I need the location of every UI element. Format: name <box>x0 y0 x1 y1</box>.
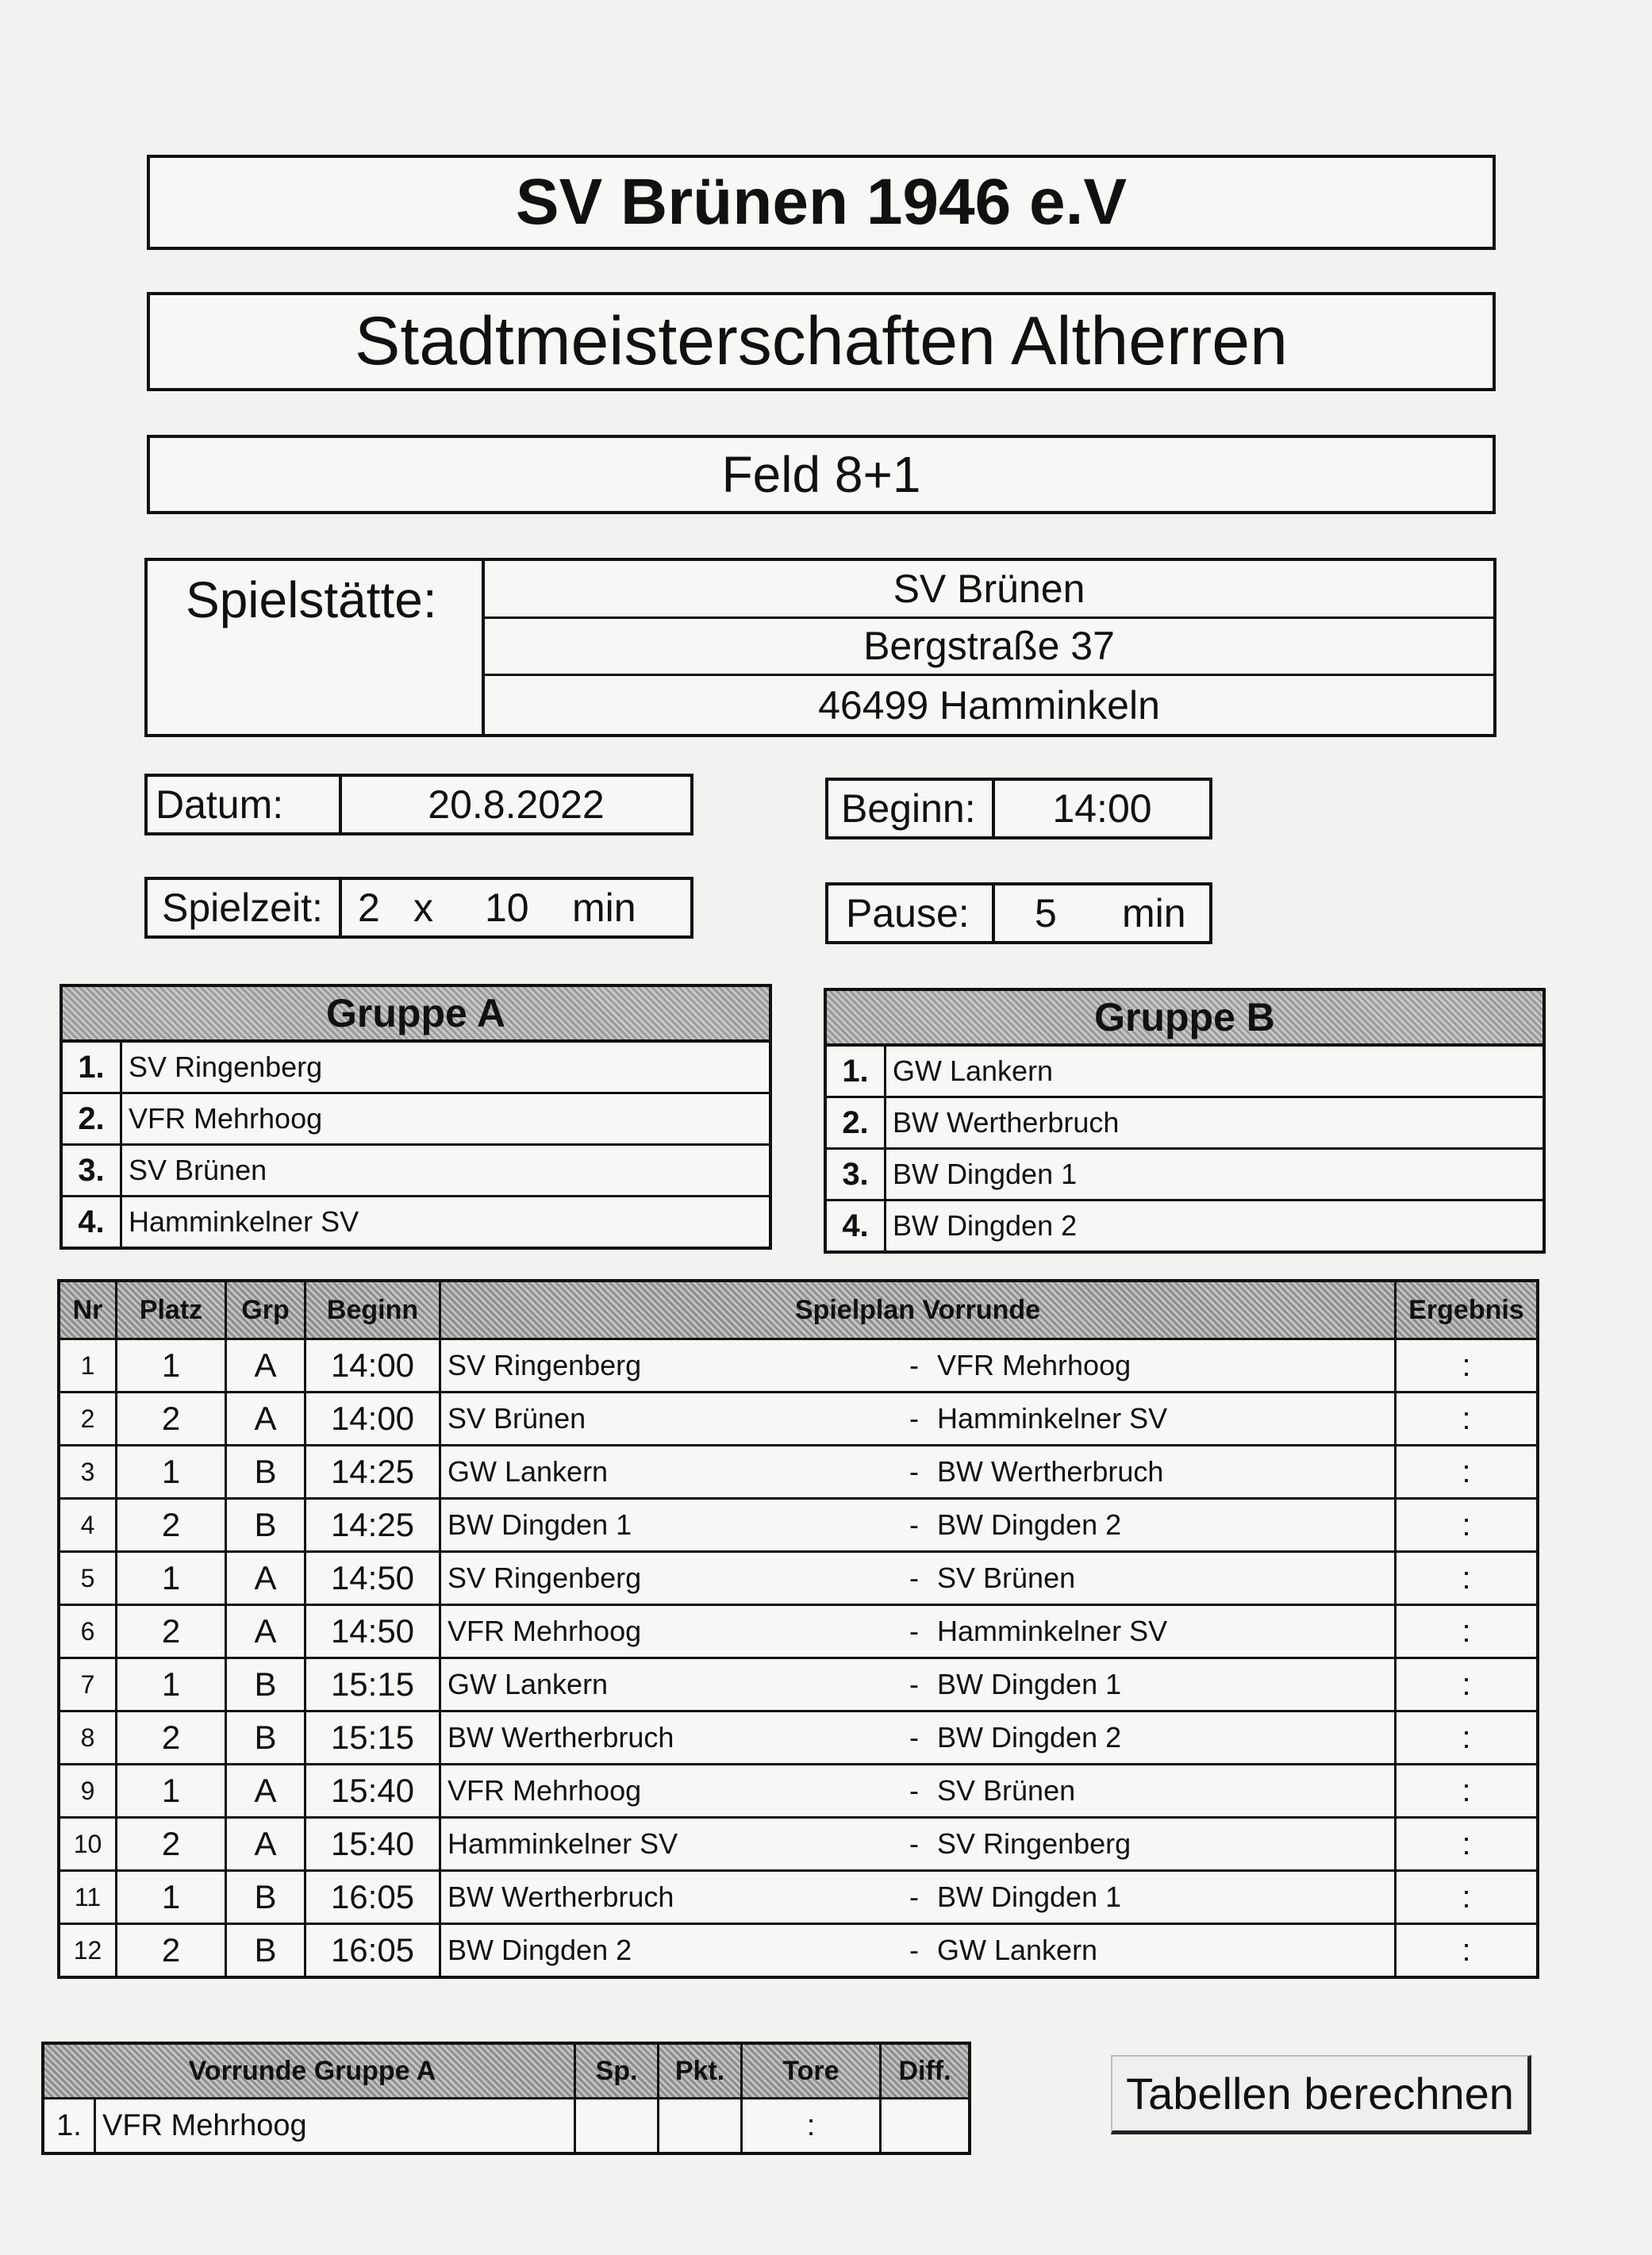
break-unit: min <box>1122 891 1186 935</box>
match-grp: A <box>227 1340 306 1391</box>
team-rank: 1. <box>63 1043 122 1092</box>
match-pairing <box>441 1872 1397 1923</box>
standings-pkt <box>659 2099 743 2152</box>
match-separator: - <box>909 1880 919 1913</box>
col-sp: Sp. <box>576 2045 659 2097</box>
away-team: GW Lankern <box>937 1934 1098 1966</box>
match-time: 14:00 <box>306 1340 441 1391</box>
match-pairing <box>441 1765 1397 1816</box>
team-name: BW Wertherbruch <box>893 1106 1120 1139</box>
match-pairing <box>441 1446 1397 1497</box>
away-team: Hamminkelner SV <box>937 1402 1168 1435</box>
match-separator: - <box>909 1615 919 1647</box>
col-ergebnis: Ergebnis <box>1397 1282 1536 1338</box>
match-result[interactable]: : <box>1462 1454 1471 1489</box>
schedule-row <box>60 1606 1536 1659</box>
home-team: GW Lankern <box>448 1668 609 1700</box>
group-b-table <box>824 988 1546 1254</box>
match-nr: 7 <box>60 1659 117 1710</box>
home-team: SV Ringenberg <box>448 1349 642 1381</box>
match-time: 14:00 <box>306 1393 441 1444</box>
team-name: GW Lankern <box>893 1055 1054 1087</box>
match-time: 15:40 <box>306 1819 441 1869</box>
match-nr: 4 <box>60 1500 117 1550</box>
match-platz: 2 <box>117 1712 227 1763</box>
away-team: BW Dingden 2 <box>937 1508 1122 1541</box>
match-grp: B <box>227 1925 306 1976</box>
match-grp: B <box>227 1659 306 1710</box>
playtime-halves: 2 <box>358 885 380 930</box>
match-result[interactable]: : <box>1462 1773 1471 1808</box>
match-platz: 2 <box>117 1606 227 1657</box>
group-a-title: Gruppe A <box>63 987 769 1043</box>
break-field <box>825 882 1212 944</box>
match-grp: A <box>227 1606 306 1657</box>
group-b-row <box>827 1201 1543 1250</box>
match-time: 15:15 <box>306 1659 441 1710</box>
match-pairing <box>441 1819 1397 1869</box>
team-name: SV Brünen <box>129 1154 267 1186</box>
match-nr: 3 <box>60 1446 117 1497</box>
match-grp: A <box>227 1393 306 1444</box>
standings-diff <box>882 2099 968 2152</box>
group-b-title: Gruppe B <box>827 991 1543 1047</box>
away-team: Hamminkelner SV <box>937 1615 1168 1647</box>
schedule-row <box>60 1393 1536 1446</box>
match-platz: 2 <box>117 1819 227 1869</box>
field-format: Feld 8+1 <box>147 435 1496 514</box>
standings-row <box>44 2099 968 2152</box>
match-time: 16:05 <box>306 1925 441 1976</box>
match-platz: 1 <box>117 1765 227 1816</box>
team-rank: 2. <box>63 1094 122 1143</box>
standings-tore: : <box>743 2099 882 2152</box>
match-result[interactable]: : <box>1462 1932 1471 1968</box>
match-result[interactable]: : <box>1462 1826 1471 1861</box>
schedule-row <box>60 1819 1536 1872</box>
col-grp: Grp <box>227 1282 306 1338</box>
start-value: 14:00 <box>1052 786 1152 831</box>
away-team: BW Dingden 1 <box>937 1668 1122 1700</box>
schedule-header <box>60 1282 1536 1340</box>
match-time: 16:05 <box>306 1872 441 1923</box>
start-field <box>825 778 1212 839</box>
match-nr: 8 <box>60 1712 117 1763</box>
away-team: BW Wertherbruch <box>937 1455 1164 1488</box>
match-result[interactable]: : <box>1462 1613 1471 1649</box>
team-name: SV Ringenberg <box>129 1051 323 1083</box>
team-name: BW Dingden 2 <box>893 1209 1078 1242</box>
group-a-row <box>63 1197 769 1247</box>
schedule-row <box>60 1553 1536 1606</box>
schedule-row <box>60 1659 1536 1712</box>
match-pairing <box>441 1500 1397 1550</box>
match-separator: - <box>909 1508 919 1541</box>
match-grp: A <box>227 1553 306 1604</box>
group-b-row <box>827 1098 1543 1150</box>
home-team: SV Brünen <box>448 1402 586 1435</box>
team-rank: 3. <box>827 1150 886 1199</box>
match-grp: A <box>227 1819 306 1869</box>
match-time: 14:50 <box>306 1606 441 1657</box>
standings-rank: 1. <box>44 2099 96 2152</box>
match-pairing <box>441 1606 1397 1657</box>
schedule-row <box>60 1765 1536 1819</box>
match-result[interactable]: : <box>1462 1400 1471 1436</box>
group-a-row <box>63 1146 769 1197</box>
playtime-label: Spielzeit: <box>148 880 342 935</box>
match-result[interactable]: : <box>1462 1666 1471 1702</box>
match-time: 15:40 <box>306 1765 441 1816</box>
club-title: SV Brünen 1946 e.V <box>147 155 1496 250</box>
match-platz: 2 <box>117 1393 227 1444</box>
col-spielplan: Spielplan Vorrunde <box>441 1282 1397 1338</box>
match-grp: B <box>227 1712 306 1763</box>
match-pairing <box>441 1712 1397 1763</box>
match-separator: - <box>909 1721 919 1754</box>
match-platz: 1 <box>117 1446 227 1497</box>
match-separator: - <box>909 1934 919 1966</box>
away-team: VFR Mehrhoog <box>937 1349 1131 1381</box>
event-title: Stadtmeisterschaften Altherren <box>147 292 1496 391</box>
match-result[interactable]: : <box>1462 1560 1471 1596</box>
match-nr: 11 <box>60 1872 117 1923</box>
standings-sp <box>576 2099 659 2152</box>
team-name: BW Dingden 1 <box>893 1158 1078 1190</box>
home-team: BW Wertherbruch <box>448 1721 674 1754</box>
schedule-row <box>60 1446 1536 1500</box>
match-platz: 2 <box>117 1500 227 1550</box>
away-team: BW Dingden 1 <box>937 1880 1122 1913</box>
match-platz: 1 <box>117 1553 227 1604</box>
group-b-row <box>827 1047 1543 1098</box>
team-rank: 4. <box>827 1201 886 1250</box>
match-nr: 9 <box>60 1765 117 1816</box>
standings-team: VFR Mehrhoog <box>96 2099 576 2152</box>
match-nr: 5 <box>60 1553 117 1604</box>
group-a-table <box>60 984 772 1250</box>
start-label: Beginn: <box>828 781 995 836</box>
match-time: 14:50 <box>306 1553 441 1604</box>
match-grp: A <box>227 1765 306 1816</box>
match-nr: 6 <box>60 1606 117 1657</box>
match-separator: - <box>909 1349 919 1381</box>
match-separator: - <box>909 1562 919 1594</box>
date-field <box>144 774 693 836</box>
standings-table <box>41 2042 971 2155</box>
venue-address <box>485 561 1493 734</box>
col-pkt: Pkt. <box>659 2045 743 2097</box>
date-label: Datum: <box>148 777 342 832</box>
match-separator: - <box>909 1455 919 1488</box>
away-team: SV Brünen <box>937 1774 1076 1807</box>
match-result[interactable]: : <box>1462 1347 1471 1383</box>
home-team: GW Lankern <box>448 1455 609 1488</box>
match-pairing <box>441 1393 1397 1444</box>
date-value: 20.8.2022 <box>428 782 605 827</box>
playtime-unit: min <box>572 885 636 930</box>
venue-label: Spielstätte: <box>148 561 485 734</box>
standings-header <box>44 2045 968 2099</box>
away-team: BW Dingden 2 <box>937 1721 1122 1754</box>
col-platz: Platz <box>117 1282 227 1338</box>
home-team: VFR Mehrhoog <box>448 1774 642 1807</box>
match-pairing <box>441 1340 1397 1391</box>
match-time: 14:25 <box>306 1446 441 1497</box>
schedule-row <box>60 1340 1536 1393</box>
team-name: VFR Mehrhoog <box>129 1102 323 1135</box>
match-separator: - <box>909 1827 919 1860</box>
match-platz: 1 <box>117 1659 227 1710</box>
standings-title: Vorrunde Gruppe A <box>44 2045 576 2097</box>
match-grp: B <box>227 1500 306 1550</box>
playtime-times: x <box>413 885 433 930</box>
venue-street: Bergstraße 37 <box>485 619 1493 677</box>
match-pairing <box>441 1553 1397 1604</box>
match-nr: 12 <box>60 1925 117 1976</box>
col-beginn: Beginn <box>306 1282 441 1338</box>
home-team: BW Wertherbruch <box>448 1880 674 1913</box>
team-rank: 4. <box>63 1197 122 1247</box>
match-time: 15:15 <box>306 1712 441 1763</box>
schedule-row <box>60 1872 1536 1925</box>
calculate-tables-button[interactable]: Tabellen berechnen <box>1111 2055 1531 2134</box>
playtime-field <box>144 877 693 939</box>
venue-city: 46499 Hamminkeln <box>818 682 1160 728</box>
home-team: Hamminkelner SV <box>448 1827 678 1860</box>
match-time: 14:25 <box>306 1500 441 1550</box>
venue-box <box>144 558 1496 737</box>
team-rank: 1. <box>827 1047 886 1096</box>
match-grp: B <box>227 1446 306 1497</box>
col-diff: Diff. <box>882 2045 968 2097</box>
match-result[interactable]: : <box>1462 1719 1471 1755</box>
schedule-row <box>60 1712 1536 1765</box>
col-nr: Nr <box>60 1282 117 1338</box>
away-team: SV Brünen <box>937 1562 1076 1594</box>
home-team: BW Dingden 1 <box>448 1508 632 1541</box>
schedule-table <box>57 1279 1539 1979</box>
group-a-row <box>63 1043 769 1094</box>
team-rank: 3. <box>63 1146 122 1195</box>
match-nr: 1 <box>60 1340 117 1391</box>
match-platz: 2 <box>117 1925 227 1976</box>
match-separator: - <box>909 1774 919 1807</box>
match-platz: 1 <box>117 1340 227 1391</box>
venue-name: SV Brünen <box>485 561 1493 619</box>
playtime-minutes: 10 <box>485 885 529 930</box>
match-result[interactable]: : <box>1462 1879 1471 1915</box>
match-nr: 2 <box>60 1393 117 1444</box>
team-name: Hamminkelner SV <box>129 1205 359 1238</box>
match-platz: 1 <box>117 1872 227 1923</box>
match-separator: - <box>909 1668 919 1700</box>
break-value: 5 <box>1035 891 1057 935</box>
match-result[interactable]: : <box>1462 1507 1471 1542</box>
schedule-row <box>60 1500 1536 1553</box>
home-team: BW Dingden 2 <box>448 1934 632 1966</box>
home-team: SV Ringenberg <box>448 1562 642 1594</box>
match-grp: B <box>227 1872 306 1923</box>
col-tore: Tore <box>743 2045 882 2097</box>
break-label: Pause: <box>828 885 995 941</box>
away-team: SV Ringenberg <box>937 1827 1131 1860</box>
home-team: VFR Mehrhoog <box>448 1615 642 1647</box>
group-b-row <box>827 1150 1543 1201</box>
match-pairing <box>441 1659 1397 1710</box>
team-rank: 2. <box>827 1098 886 1147</box>
match-separator: - <box>909 1402 919 1435</box>
group-a-row <box>63 1094 769 1146</box>
match-pairing <box>441 1925 1397 1976</box>
schedule-row <box>60 1925 1536 1976</box>
match-nr: 10 <box>60 1819 117 1869</box>
